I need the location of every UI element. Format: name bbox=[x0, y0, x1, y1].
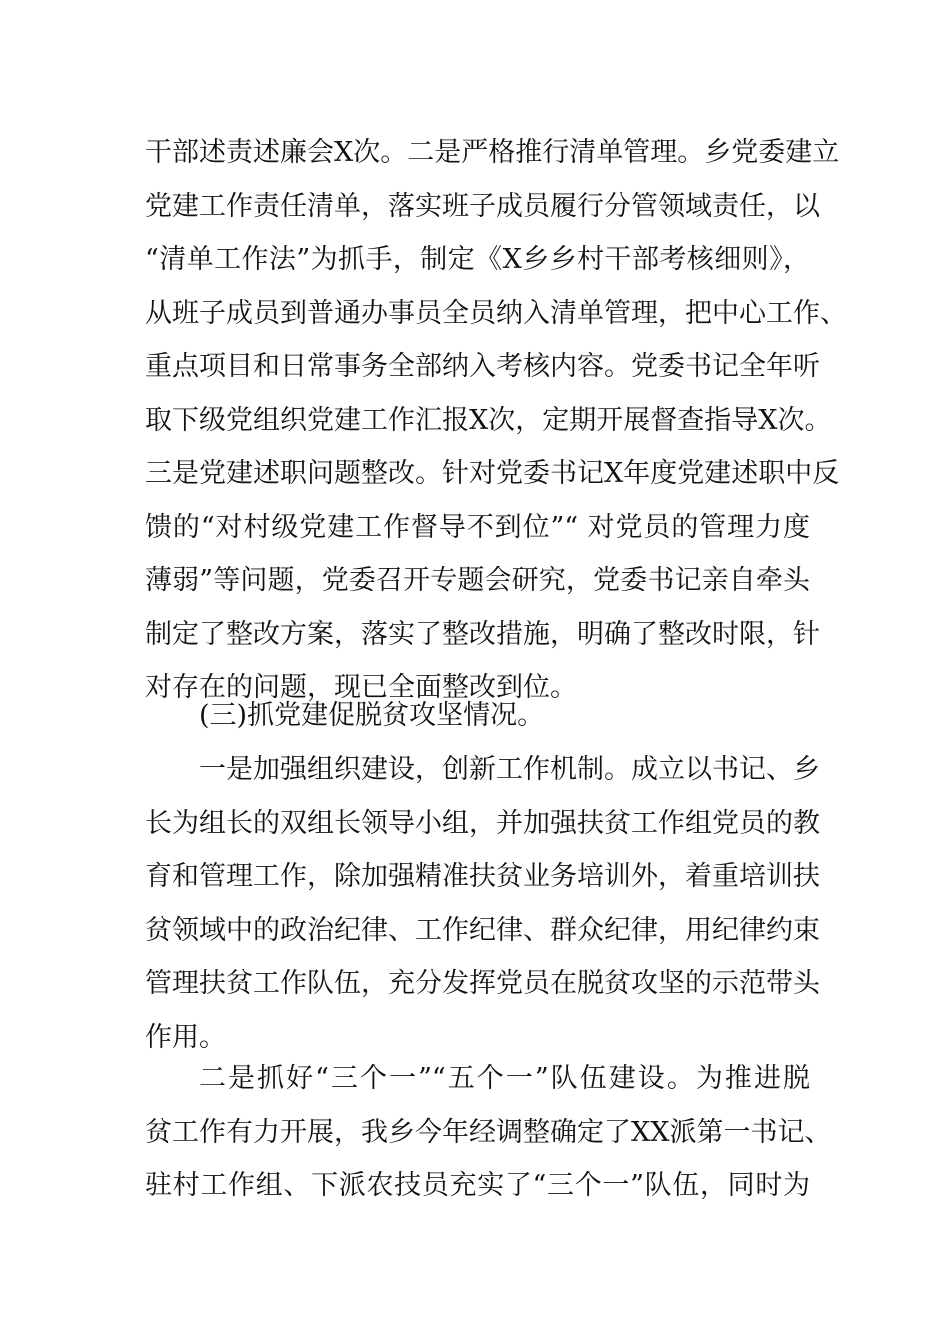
text-line: 重点项目和日常事务全部纳入考核内容。党委书记全年听 bbox=[145, 351, 820, 382]
text-line: 二是抓好“三个一”“五个一”队伍建设。为推进脱 bbox=[199, 1063, 810, 1094]
text-line: 取下级党组织党建工作汇报X次，定期开展督查指导X次。 bbox=[145, 404, 832, 436]
text-line: 作用。 bbox=[145, 1021, 226, 1053]
text-line: 管理扶贫工作队伍，充分发挥党员在脱贫攻坚的示范带头 bbox=[145, 968, 820, 999]
text-line: 一是加强组织建设，创新工作机制。成立以书记、乡 bbox=[199, 754, 820, 785]
text-line: 驻村工作组、下派农技员充实了“三个一”队伍，同时为 bbox=[145, 1170, 810, 1201]
text-line: 干部述责述廉会X次。二是严格推行清单管理。乡党委建立 bbox=[145, 137, 840, 168]
text-line: 薄弱”等问题，党委召开专题会研究，党委书记亲自牵头 bbox=[145, 565, 810, 596]
text-line: 三是党建述职问题整改。针对党委书记X年度党建述职中反 bbox=[145, 458, 840, 489]
text-line: “清单工作法”为抓手，制定《X乡乡村干部考核细则》， bbox=[145, 244, 810, 275]
text-line: 制定了整改方案，落实了整改措施，明确了整改时限，针 bbox=[145, 618, 820, 650]
text-line: 育和管理工作，除加强精准扶贫业务培训外，着重培训扶 bbox=[145, 861, 820, 892]
paragraph-accountability bbox=[145, 126, 847, 715]
paragraph-team-building bbox=[145, 1052, 832, 1213]
text-line: 贫工作有力开展，我乡今年经调整确定了XX派第一书记、 bbox=[145, 1116, 832, 1148]
section-heading-3 bbox=[145, 689, 810, 743]
section-heading: (三)抓党建促脱贫攻坚情况。 bbox=[199, 700, 545, 731]
text-line: 对存在的问题，现已全面整改到位。 bbox=[145, 672, 577, 703]
text-line: 党建工作责任清单，落实班子成员履行分管领域责任，以 bbox=[145, 190, 820, 222]
paragraph-organization-building bbox=[145, 743, 820, 1064]
text-line: 长为组长的双组长领导小组，并加强扶贫工作组党员的教 bbox=[145, 807, 820, 839]
text-line: 贫领域中的政治纪律、工作纪律、群众纪律，用纪律约束 bbox=[145, 914, 820, 946]
text-line: 馈的“对村级党建工作督导不到位”“ 对党员的管理力度 bbox=[145, 511, 810, 543]
text-line: 从班子成员到普通办事员全员纳入清单管理，把中心工作、 bbox=[145, 297, 847, 329]
